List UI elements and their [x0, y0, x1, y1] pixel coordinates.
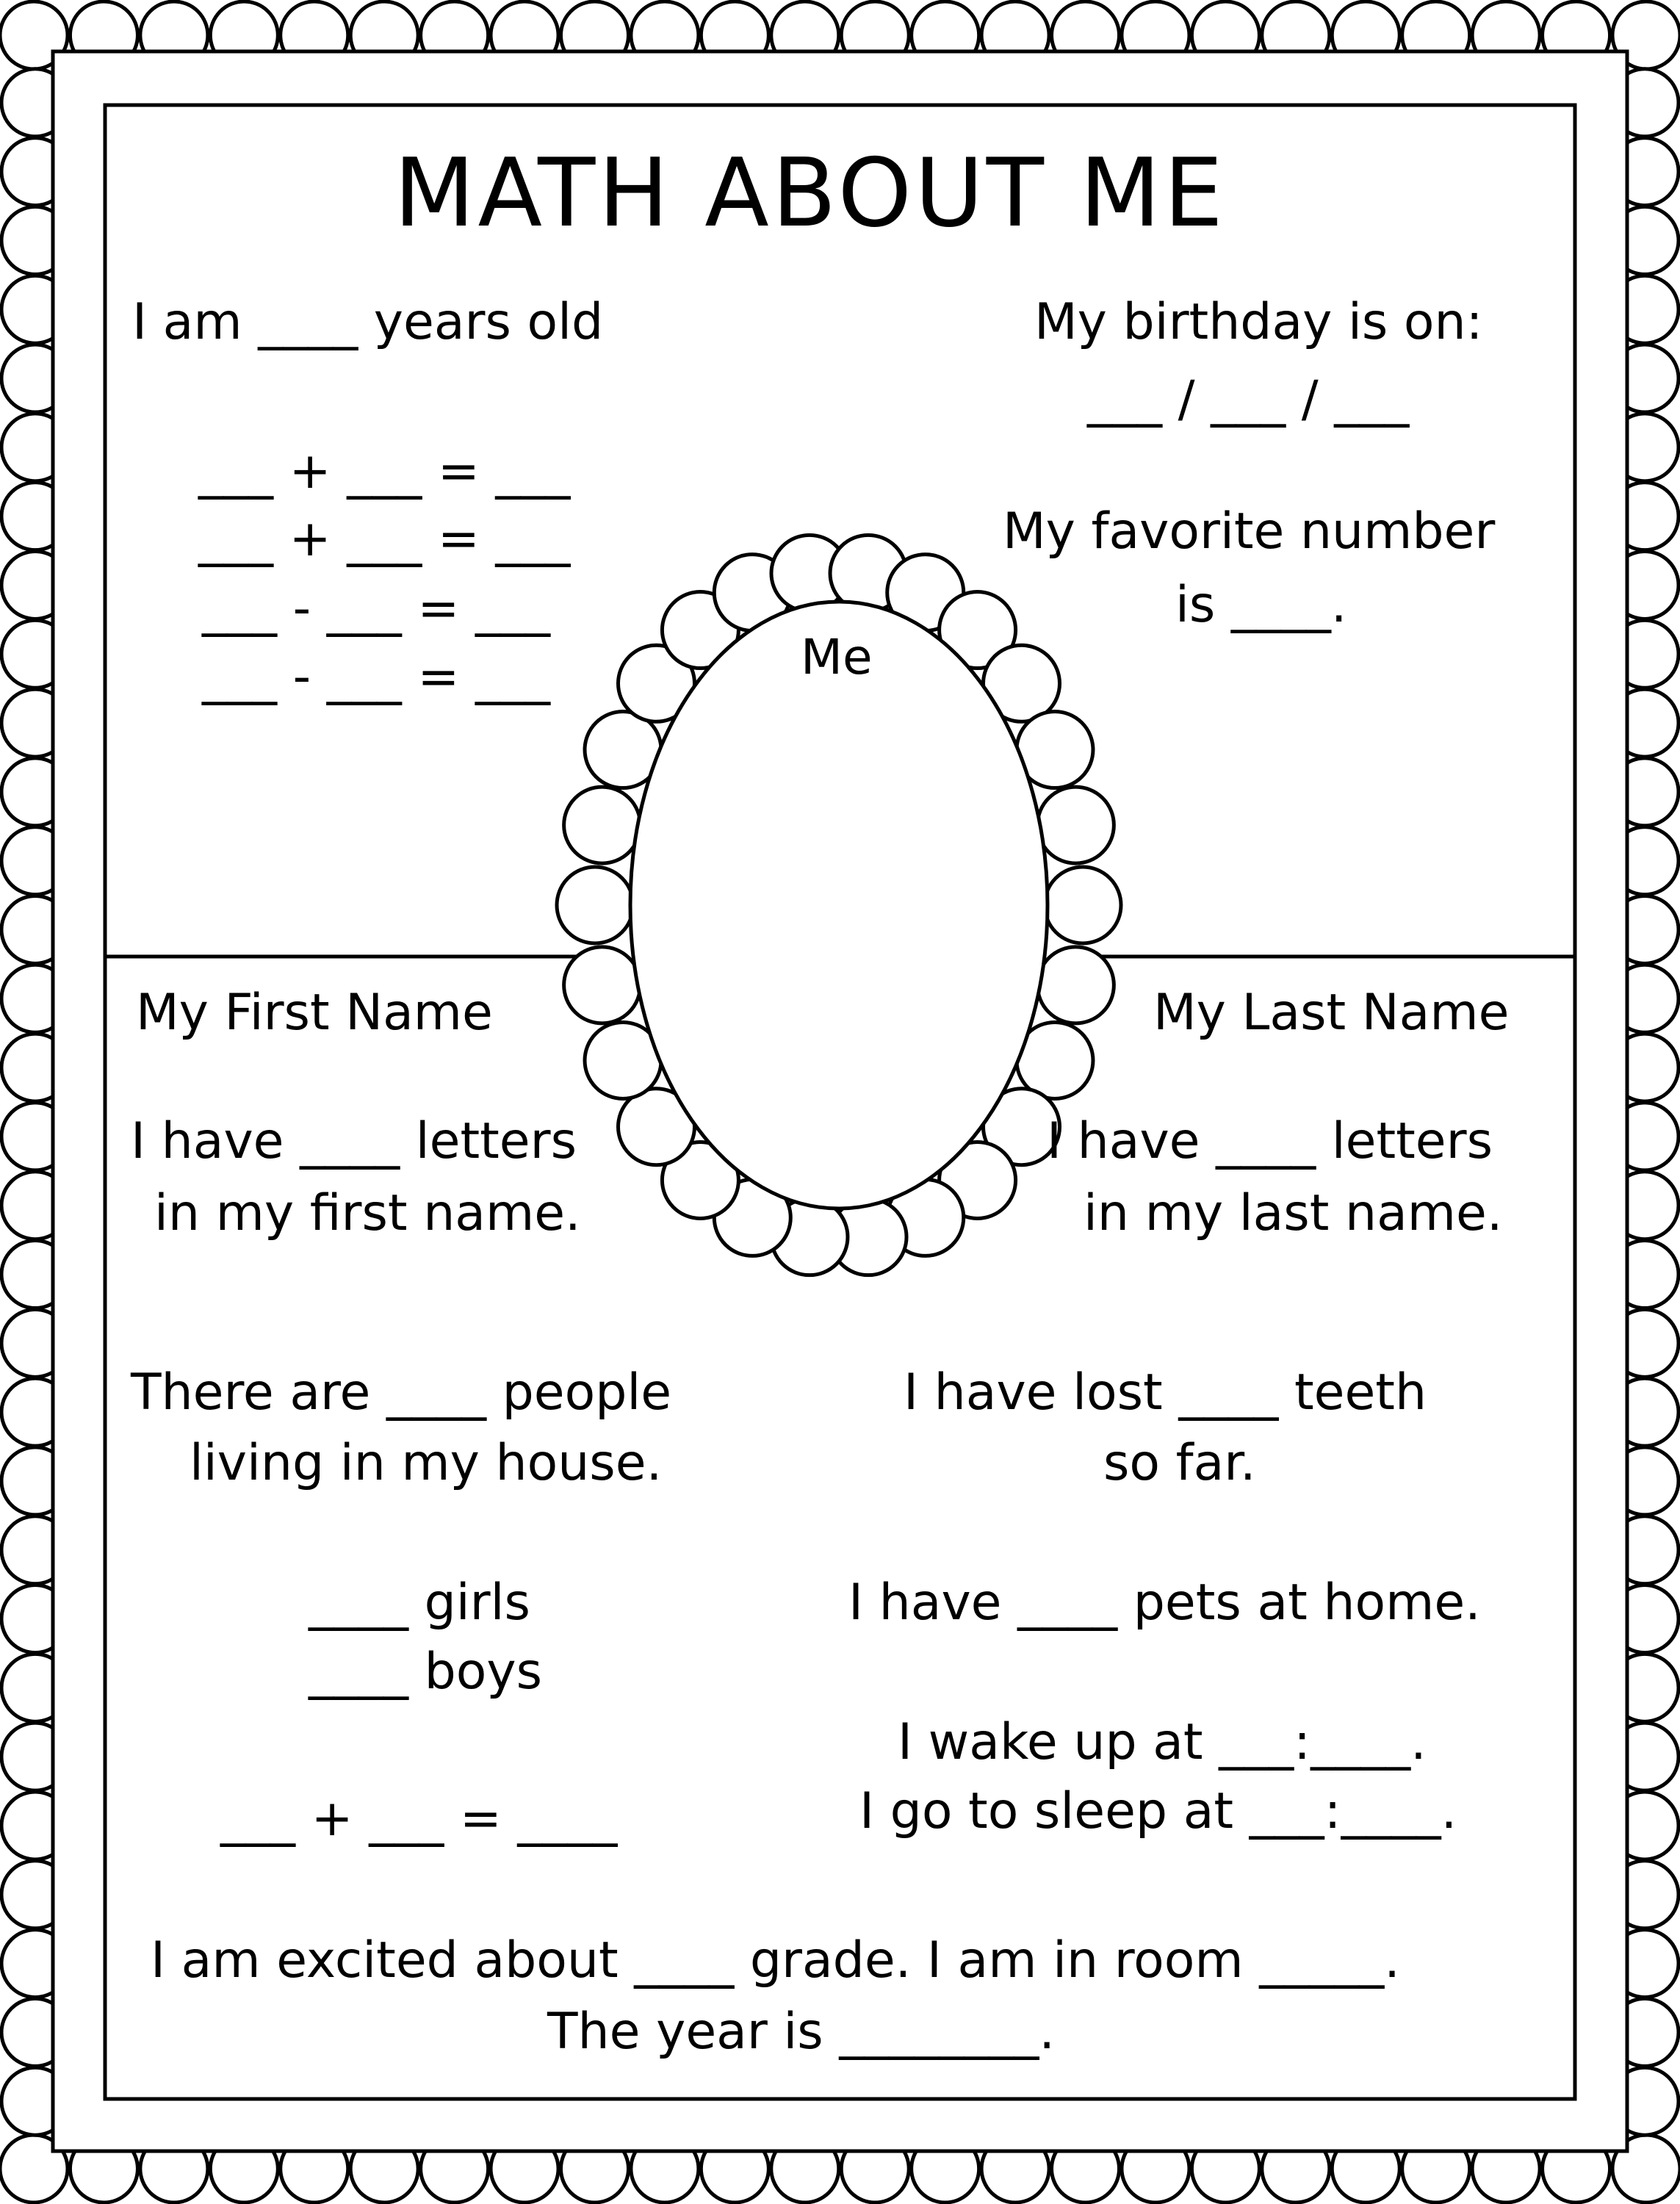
equation-line-1: ___ + ___ = ___ [198, 442, 571, 500]
last-name-label: My Last Name [1153, 984, 1510, 1042]
favorite-number-line-1: My favorite number [1003, 503, 1496, 561]
equation-line-4: ___ - ___ = ___ [202, 648, 550, 706]
girls-line: ____ girls [309, 1574, 530, 1632]
frame-scallop [557, 867, 633, 943]
last-name-letters-line-2: in my last name. [1084, 1184, 1503, 1242]
equation-line-2: ___ + ___ = ___ [198, 510, 571, 568]
grade-room-line: I am excited about ____ grade. I am in room _____. [151, 1931, 1400, 1989]
birthday-blanks: ___ / ___ / ___ [1087, 370, 1410, 428]
frame-scallop [1037, 787, 1114, 863]
page-title: MATH ABOUT ME [394, 139, 1226, 248]
boys-line: ____ boys [309, 1643, 543, 1701]
favorite-number-line-2: is ____. [1175, 576, 1347, 634]
frame-scallop [564, 947, 641, 1023]
equation-line-3: ___ - ___ = ___ [202, 580, 550, 638]
house-people-line-1: There are ____ people [131, 1364, 672, 1422]
lost-teeth-line-2: so far. [1103, 1434, 1256, 1492]
birthday-label: My birthday is on: [1034, 293, 1483, 351]
last-name-letters-line-1: I have ____ letters [1047, 1112, 1493, 1170]
photo-oval [630, 602, 1048, 1209]
year-line: The year is ________. [547, 2003, 1055, 2061]
first-name-letters-line-1: I have ____ letters [131, 1112, 577, 1170]
first-name-letters-line-2: in my first name. [154, 1184, 581, 1242]
house-people-line-2: living in my house. [190, 1434, 663, 1492]
wake-up-line: I wake up at ___:____. [898, 1713, 1427, 1771]
first-name-label: My First Name [136, 984, 493, 1042]
frame-scallop [564, 787, 641, 863]
pets-line: I have ____ pets at home. [848, 1574, 1481, 1632]
sum-equation-line: ___ + ___ = ____ [220, 1790, 618, 1848]
frame-scallop [1037, 947, 1114, 1023]
age-line: I am ____ years old [132, 293, 604, 351]
photo-frame-label: Me [801, 629, 873, 685]
sleep-line: I go to sleep at ___:____. [859, 1782, 1457, 1840]
frame-scallop [1045, 867, 1121, 943]
lost-teeth-line-1: I have lost ____ teeth [904, 1364, 1427, 1422]
